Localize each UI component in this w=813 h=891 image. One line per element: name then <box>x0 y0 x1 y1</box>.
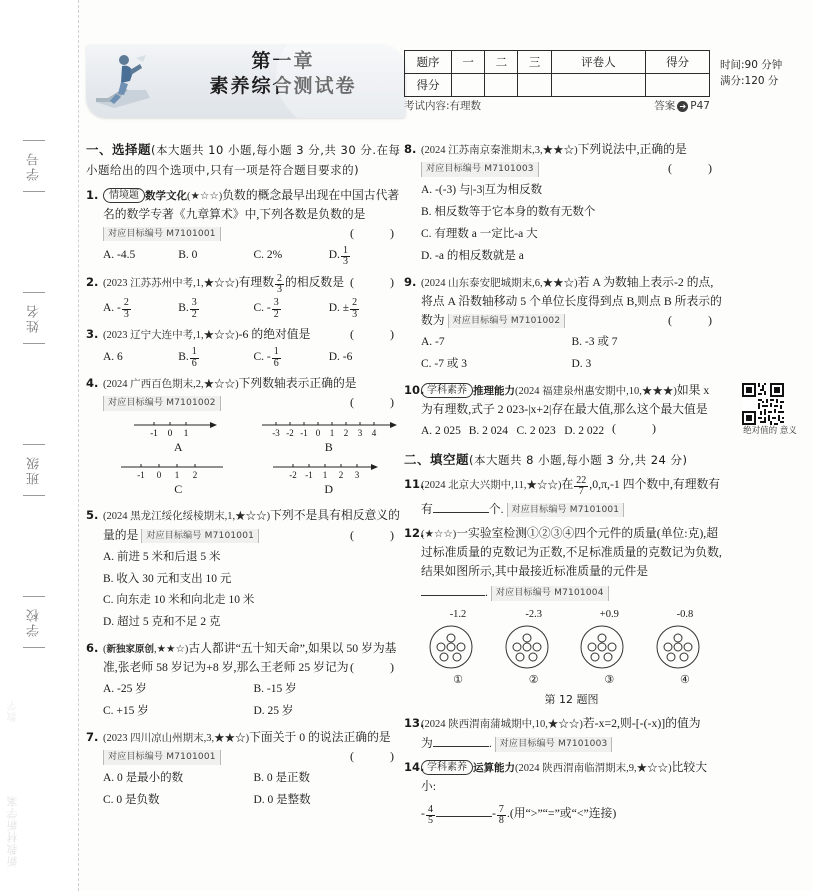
sidebar-field-xingming[interactable] <box>14 282 54 354</box>
svg-text:3: 3 <box>357 427 362 438</box>
paper-title: 素养综合测试卷 <box>209 74 357 97</box>
component-value: -1.2 <box>449 609 467 621</box>
option-d[interactable]: D. 25 岁 <box>253 705 294 718</box>
question-text: 若 A 为数轴上表示-2 的点,将点 A 沿数轴移动 5 个单位长度得到点 B,则点 B 所表示的数为 <box>421 274 722 327</box>
answer-paren[interactable]: ( ) <box>350 527 404 542</box>
option-a[interactable]: A. 2 025 <box>421 424 461 437</box>
question-number: 8. <box>404 142 417 156</box>
option-b[interactable]: B. $\frac{3}{2}$ <box>178 297 197 320</box>
qr-caption: 绝对值的 意义 <box>743 426 797 436</box>
options-list <box>103 298 404 321</box>
compare-left-sign: - <box>421 805 425 820</box>
option-letter: D <box>324 482 334 497</box>
option-b[interactable]: B. -15 岁 <box>253 683 297 696</box>
question-number: 9. <box>404 274 417 289</box>
score-cell: 得分 <box>646 51 710 74</box>
question-source: (2024 陕西渭南临渭期末,9,★☆☆) <box>515 763 672 775</box>
question-6 <box>86 639 404 723</box>
svg-text:2: 2 <box>343 427 348 438</box>
exam-content-label: 考试内容:有理数 <box>404 100 482 112</box>
option-a[interactable]: A. - $\frac{2}{3}$ <box>103 297 129 320</box>
goal-code: 对应目标编号 M7101001 <box>141 529 259 544</box>
banner-text <box>168 50 398 98</box>
option-d[interactable]: D. $\frac{1}{3}$ <box>328 244 348 268</box>
option-letter: A <box>173 439 183 454</box>
sidebar-field-label: 姓名 <box>26 303 42 333</box>
table-row <box>405 51 710 74</box>
student-running-icon <box>94 50 156 112</box>
component-circle-icon <box>503 623 551 671</box>
question-tag: 学科素养 <box>421 760 473 775</box>
question-2 <box>86 273 404 321</box>
option-c[interactable]: C. - $\frac{1}{6}$ <box>253 346 279 369</box>
goal-code: 对应目标编号 M7101004 <box>491 586 609 601</box>
fraction: $\frac{3}{2}$ <box>191 297 197 320</box>
question-number: 3. <box>86 327 99 342</box>
section-1-heading <box>86 140 404 181</box>
question-7 <box>86 728 404 812</box>
arrow-right-icon: ➔ <box>677 101 688 112</box>
question-text: 在 <box>561 476 574 491</box>
sidebar-student-fields <box>0 130 68 790</box>
question-source: (2024 江苏南京秦淮期末,3,★★☆) <box>421 145 578 156</box>
question-text: 下列说法中,正确的是 <box>577 142 687 156</box>
svg-text:4: 4 <box>371 427 376 438</box>
svg-text:0: 0 <box>168 427 173 438</box>
svg-text:0: 0 <box>157 470 162 481</box>
svg-text:-1: -1 <box>305 470 313 481</box>
option-a[interactable]: A. 6 <box>103 350 123 363</box>
question-11: 11. (2024 北京大兴期中,11,★☆☆)在 $\frac{22}{7}$ ,0,π,-1 四个数中,有理数有 有 个. 对应目标编号 M7101001 <box>404 475 722 519</box>
question-number: 7. <box>86 729 99 744</box>
option-b[interactable]: B. $\frac{1}{6}$ <box>178 346 197 369</box>
figure-caption: 第 12 题图 <box>544 693 599 707</box>
goal-code: 对应目标编号 M7101002 <box>103 396 221 411</box>
answer-paren[interactable]: ( ) <box>350 660 404 675</box>
exam-time-box <box>720 58 782 90</box>
answer-paren[interactable]: ( ) <box>350 749 404 764</box>
goal-code: 对应目标编号 M7101002 <box>448 314 566 329</box>
option-c[interactable]: C. -7 或 3 <box>421 357 467 370</box>
options-list <box>103 547 404 634</box>
svg-text:-3: -3 <box>272 427 280 438</box>
question-text: 下面关于 0 的说法正确的是 <box>249 729 391 744</box>
section-2-heading <box>404 450 722 470</box>
section-1-desc: (本大题共 10 小题,每小题 3 分,共 30 分.在每小题给出的四个选项中,只有一项是符合题目要求的) <box>86 143 401 178</box>
option-a[interactable]: A. 0 是最小的数 <box>103 772 184 785</box>
score-cell: 二 <box>485 51 518 74</box>
question-text: -6 的绝对值是 <box>238 327 311 342</box>
exam-time: 时间:90 分钟 <box>720 59 783 71</box>
question-14 <box>404 758 722 826</box>
option-c[interactable]: C. 2% <box>253 248 283 261</box>
question-source: (2024 广西百色期末,2,★☆☆) <box>103 379 239 391</box>
number-line-option-d[interactable] <box>254 459 405 499</box>
answer-paren[interactable]: ( ) <box>350 274 404 289</box>
option-b[interactable]: B. -3 或 7 <box>571 335 618 348</box>
answer-page: P47 <box>690 100 710 112</box>
score-cell: 三 <box>518 51 551 74</box>
question-4 <box>86 374 404 501</box>
answer-paren[interactable]: ( ) <box>668 312 722 327</box>
section-2-desc: (本大题共 8 小题,每小题 3 分,共 24 分) <box>469 452 688 467</box>
question-5 <box>86 506 404 634</box>
option-a[interactable]: A. -(-3) 与|-3|互为相反数 <box>421 184 543 197</box>
options-list <box>103 347 404 370</box>
score-cell: 评卷人 <box>551 51 645 74</box>
question-text: 有理数 <box>238 274 275 289</box>
sidebar-field-xuehao[interactable] <box>14 130 54 202</box>
goal-code: 对应目标编号 M7101003 <box>421 162 539 177</box>
svg-text:0: 0 <box>315 427 320 438</box>
options-list <box>103 679 404 723</box>
question-number: 14. <box>404 760 425 775</box>
question-source: (2023 辽宁大连中考,1,★☆☆) <box>103 330 239 342</box>
question-number: 10. <box>404 382 425 397</box>
question-tag-secondary: 推理能力 <box>473 384 515 397</box>
right-column <box>404 140 722 827</box>
option-d[interactable]: D. ± $\frac{2}{3}$ <box>328 297 358 320</box>
question-12 <box>404 524 722 709</box>
answer-paren[interactable]: ( ) <box>350 395 404 410</box>
score-table <box>404 50 710 97</box>
options-list <box>103 768 404 812</box>
question-text: 一实验室检测①②③④四个元件的质量(单位:克),超过标准质量的克数记为正数,不足标准质量的克数记为负数,结果如图所示,其中最接近标准质量的元件是 <box>421 526 722 579</box>
sidebar-field-xuexiao[interactable] <box>14 586 54 658</box>
question-tag-secondary: 运算能力 <box>473 762 515 775</box>
question-text-end: . <box>485 585 488 600</box>
option-d[interactable]: D. 0 是整数 <box>253 794 311 807</box>
score-input-cell[interactable] <box>646 74 710 97</box>
option-a[interactable]: A. -7 <box>421 335 445 348</box>
score-input-cell[interactable] <box>452 74 485 97</box>
option-a[interactable]: A. -25 岁 <box>103 683 147 696</box>
question-text: 如果 x 为有理数,式子 2 023-|x+2|存在最大值,那么这个最大值是 <box>421 382 710 416</box>
option-c[interactable]: C. +15 岁 <box>103 705 149 718</box>
svg-text:2: 2 <box>338 470 343 481</box>
component-value: -0.8 <box>676 609 694 621</box>
question-number: 12. <box>404 526 425 541</box>
question-tag: (新独家原创,★★☆) <box>103 644 189 656</box>
component-value: -2.3 <box>525 609 542 621</box>
component-2 <box>503 606 565 690</box>
number-line-figures <box>103 417 404 502</box>
goal-code: 对应目标编号 M7101001 <box>103 750 221 765</box>
svg-text:-2: -2 <box>286 427 294 438</box>
answer-label: 答案 <box>654 100 676 112</box>
score-table-area <box>404 50 804 130</box>
svg-text:-2: -2 <box>289 470 297 481</box>
option-c[interactable]: C. 有理数 a 一定比-a 大 <box>421 227 538 240</box>
fraction: $\frac{1}{6}$ <box>191 346 197 369</box>
option-b[interactable]: B. 相反数等于它本身的数有无数个 <box>421 206 596 219</box>
option-letter: B <box>324 439 333 454</box>
score-input-cell[interactable] <box>518 74 551 97</box>
question-number: 11. <box>404 476 425 491</box>
component-figure <box>421 606 722 690</box>
option-letter: C <box>174 482 183 497</box>
goal-code: 对应目标编号 M7101001 <box>103 227 221 242</box>
component-index: ① <box>453 674 463 687</box>
sidebar-field-label: 学号 <box>26 151 42 181</box>
option-d[interactable]: D. -6 <box>328 350 353 363</box>
option-b[interactable]: B. 2 024 <box>468 424 509 437</box>
question-number: 2. <box>86 274 99 289</box>
svg-text:-1: -1 <box>137 470 145 481</box>
question-8 <box>404 140 722 268</box>
table-row <box>405 74 710 97</box>
left-column <box>86 140 404 812</box>
option-d[interactable]: D. -a 的相反数就是 a <box>421 249 524 262</box>
component-4 <box>654 606 716 690</box>
question-text: 古人都讲“五十知天命”,如果以 50 岁为基准,张老师 58 岁记为+8 岁,那么王老师 25 岁记为 <box>103 641 397 675</box>
component-circle-icon <box>578 623 626 671</box>
question-text-cont: 的相反数是 <box>285 274 345 289</box>
question-source: (2023 江苏苏州中考,1,★☆☆) <box>103 277 239 289</box>
sidebar-field-banji[interactable] <box>14 434 54 506</box>
fraction: $\frac{1}{3}$ <box>342 244 348 268</box>
fraction: $\frac{1}{6}$ <box>273 346 279 369</box>
sidebar-field-label: 班级 <box>26 455 42 485</box>
score-cell: 题序 <box>405 51 452 74</box>
qr-code-block[interactable] <box>742 383 798 436</box>
component-circle-icon <box>654 623 702 671</box>
compare-right-sign: - <box>491 805 496 820</box>
svg-text:1: 1 <box>329 427 334 438</box>
fraction-right: $\frac{7}{8}$ <box>498 803 504 826</box>
fraction: $\frac{2}{3}$ <box>352 297 358 320</box>
question-number: 6. <box>86 641 99 656</box>
question-tag-secondary: 数学文化 <box>145 189 187 202</box>
question-number: 5. <box>86 508 99 523</box>
svg-text:3: 3 <box>354 470 359 481</box>
answer-blank[interactable] <box>436 805 492 817</box>
question-stars: (★☆☆) <box>421 529 457 541</box>
chapter-label: 第一章 <box>251 50 315 72</box>
exam-full-score: 满分:120 分 <box>720 74 779 87</box>
option-a[interactable]: A. -4.5 <box>103 248 136 261</box>
component-index: ② <box>528 674 539 687</box>
option-d[interactable]: D. 2 022 <box>564 424 605 437</box>
question-stars: (★☆☆) <box>187 190 223 202</box>
sidebar-watermark: 新教材新学案 <box>6 795 19 867</box>
options-list <box>421 332 722 376</box>
question-source: (2024 北京大兴期中,11,★☆☆) <box>421 479 562 491</box>
section-1-title: 一、选择题 <box>86 142 152 157</box>
question-text: 下列数轴表示正确的是 <box>238 376 357 391</box>
question-source: (2023 四川凉山州期末,3,★★☆) <box>103 732 250 744</box>
question-source: (2024 陕西渭南蒲城期中,10,★☆☆) <box>421 719 583 731</box>
answer-paren[interactable]: ( ) <box>350 327 404 342</box>
component-index: ③ <box>604 674 615 687</box>
option-c[interactable]: C. 2 023 <box>516 424 556 437</box>
answer-blank[interactable] <box>421 584 485 596</box>
options-list <box>421 180 722 267</box>
option-c[interactable]: C. 0 是负数 <box>103 794 160 807</box>
number-line-option-c[interactable] <box>103 459 254 499</box>
answer-blank[interactable] <box>433 501 489 513</box>
question-text-end: .(用“>”“=”或“<”连接) <box>506 805 617 820</box>
component-value: +0.9 <box>599 609 619 621</box>
sidebar-watermark-secondary: 数学 <box>8 700 19 722</box>
question-text-cont: ,0,π,-1 四个数中,有理数有 <box>589 476 721 491</box>
question-13: 13. (2024 陕西渭南蒲城期中,10,★☆☆)若-x=2,则-[-(-x)]的值为 为 . 对应目标编号 M7101003 <box>404 714 722 753</box>
svg-text:2: 2 <box>193 470 198 481</box>
option-c[interactable]: C. - $\frac{3}{2}$ <box>253 297 279 320</box>
options-list <box>421 421 612 443</box>
question-1 <box>86 186 404 268</box>
qr-code-icon[interactable] <box>742 383 784 425</box>
score-cell: 一 <box>452 51 485 74</box>
answer-pointer <box>654 98 710 113</box>
score-cell: 得分 <box>405 74 452 97</box>
option-a[interactable]: A. 前进 5 米和后退 5 米 <box>103 550 221 563</box>
svg-text:1: 1 <box>175 470 180 481</box>
fraction-left: $\frac{4}{5}$ <box>427 803 433 826</box>
section-2-title: 二、填空题 <box>404 451 470 467</box>
score-input-cell[interactable] <box>551 74 645 97</box>
number-line-option-a[interactable] <box>103 417 254 457</box>
option-b[interactable]: B. 0 <box>178 248 198 261</box>
goal-code: 对应目标编号 M7101001 <box>507 503 625 518</box>
answer-paren[interactable]: ( ) <box>668 161 722 176</box>
question-source: (2024 山东泰安肥城期末,6,★★☆) <box>421 277 578 289</box>
question-text: 下列不是具有相反意义的量的是 <box>103 508 400 542</box>
option-c[interactable]: C. 向东走 10 米和向北走 10 米 <box>103 594 255 607</box>
question-source: (2024 福建泉州惠安期中,10,★★★) <box>515 385 677 397</box>
answer-paren[interactable]: ( ) <box>612 420 666 435</box>
svg-text:-1: -1 <box>300 427 308 438</box>
sidebar-field-label: 学校 <box>26 607 42 637</box>
fraction: $\frac{2}{3}$ <box>123 297 129 320</box>
question-10 <box>404 381 722 443</box>
goal-code: 对应目标编号 M7101003 <box>495 737 613 752</box>
svg-text:-1: -1 <box>150 427 158 438</box>
component-3 <box>578 606 640 690</box>
option-d[interactable]: D. 超过 5 克和不足 2 克 <box>103 616 221 629</box>
svg-text:1: 1 <box>322 470 327 481</box>
question-number: 13. <box>404 716 425 731</box>
fraction: $\frac{2}{3}$ <box>277 272 283 296</box>
component-circle-icon <box>427 623 475 671</box>
chapter-banner <box>86 44 406 118</box>
question-text: 比较大小: <box>421 760 708 794</box>
question-9 <box>404 273 722 376</box>
options-list <box>103 245 404 268</box>
question-text: 负数的概念最早出现在中国古代著名的数学专著《九章算术》中,下列各数是负数的是 <box>103 187 400 221</box>
fraction: $\frac{3}{2}$ <box>273 297 279 320</box>
score-input-cell[interactable] <box>485 74 518 97</box>
number-line-option-b[interactable] <box>254 417 405 457</box>
question-number: 4. <box>86 376 99 391</box>
question-tag: 情境题 <box>103 188 145 203</box>
question-source: (2024 黑龙江绥化绥棱期末,1,★☆☆) <box>103 511 271 523</box>
question-text: 若-x=2,则-[-(-x)]的值为 <box>582 716 701 731</box>
question-number: 1. <box>86 187 99 202</box>
question-3 <box>86 325 404 369</box>
exam-meta <box>404 98 710 113</box>
component-1 <box>427 606 489 690</box>
option-d[interactable]: D. 3 <box>571 357 592 370</box>
question-text-end: . <box>488 736 492 751</box>
fraction: $\frac{22}{7}$ <box>576 474 587 498</box>
answer-paren[interactable]: ( ) <box>350 225 404 240</box>
question-tag: 学科素养 <box>421 383 473 398</box>
answer-blank[interactable] <box>433 735 489 747</box>
svg-text:1: 1 <box>184 427 189 438</box>
component-index: ④ <box>680 674 690 687</box>
option-b[interactable]: B. 收入 30 元和支出 10 元 <box>103 572 232 585</box>
option-b[interactable]: B. 0 是正数 <box>253 772 311 785</box>
